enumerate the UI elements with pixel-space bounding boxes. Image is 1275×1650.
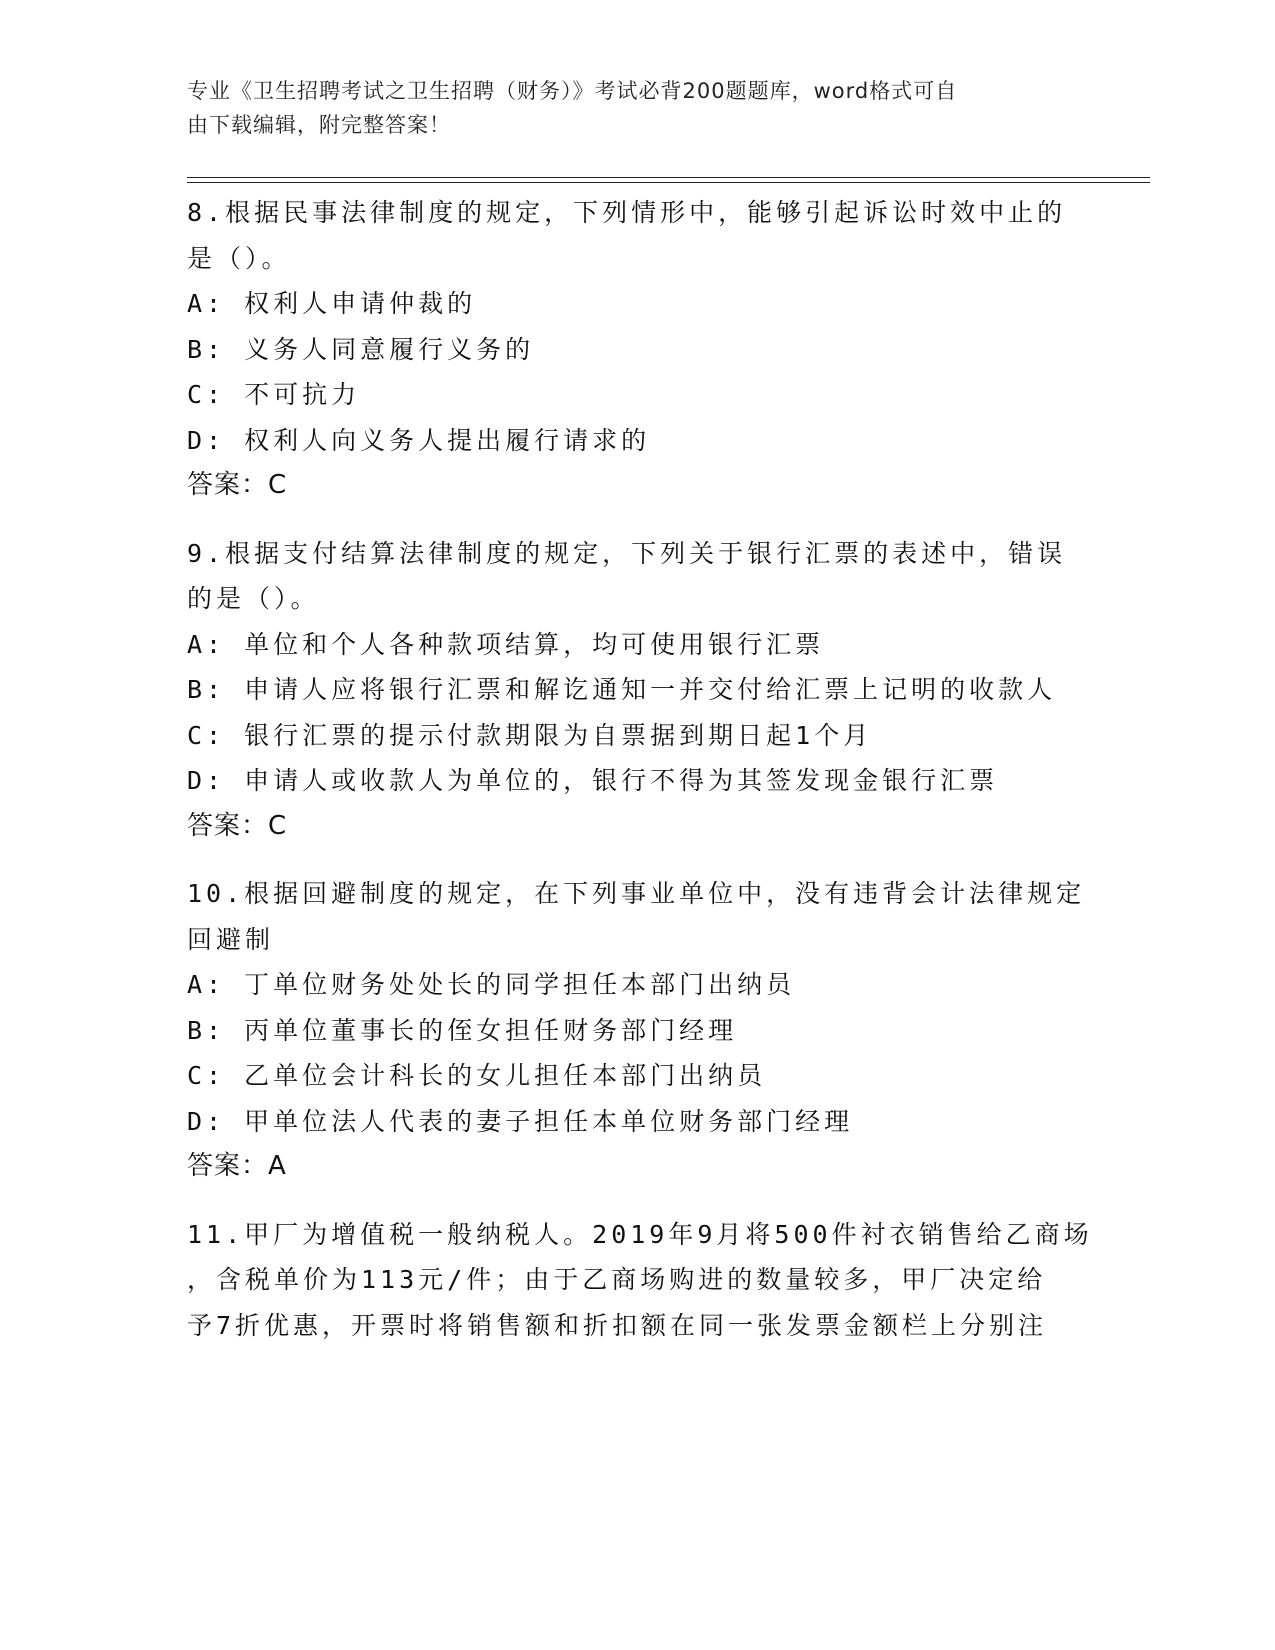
header-line-2: 由下载编辑，附完整答案！ [187, 113, 451, 137]
question-text-line: 8.根据民事法律制度的规定，下列情形中，能够引起诉讼时效中止的 [187, 198, 1067, 227]
option-d: D: 权利人向义务人提出履行请求的 [187, 425, 651, 455]
question-10 [187, 871, 1087, 1190]
option-c: C: 银行汇票的提示付款期限为自票据到期日起1个月 [187, 720, 873, 750]
option-c: C: 乙单位会计科长的女儿担任本部门出纳员 [187, 1061, 767, 1090]
question-text-line: 11.甲厂为增值税一般纳税人。2019年9月将500件衬衣销售给乙商场 [187, 1219, 1093, 1249]
option-d: D: 申请人或收款人为单位的，银行不得为其签发现金银行汇票 [187, 766, 999, 795]
option-d: D: 甲单位法人代表的妻子担任本单位财务部门经理 [187, 1106, 854, 1136]
option-b: B: 申请人应将银行汇票和解讫通知一并交付给汇票上记明的收款人 [187, 675, 1057, 704]
question-9 [187, 531, 1087, 850]
answer-text: 答案：C [187, 810, 288, 841]
question-text-line: 的是（）。 [187, 584, 320, 613]
document-header [187, 74, 1087, 142]
question-text-line: 是（）。 [187, 243, 291, 273]
option-a: A: 丁单位财务处处长的同学担任本部门出纳员 [187, 970, 796, 999]
question-text-line: 9.根据支付结算法律制度的规定，下列关于银行汇票的表述中，错误 [187, 538, 1067, 568]
answer-text: 答案：C [187, 470, 288, 500]
header-line-1: 专业《卫生招聘考试之卫生招聘（财务）》考试必背200题题库，word格式可自 [187, 79, 958, 103]
question-list [187, 190, 1093, 1370]
option-b: B: 丙单位董事长的侄女担任财务部门经理 [187, 1015, 738, 1045]
question-text-line: 10.根据回避制度的规定，在下列事业单位中，没有违背会计法律规定 [187, 879, 1086, 908]
option-a: A: 单位和个人各种款项结算，均可使用银行汇票 [187, 629, 825, 659]
question-text-line: 予7折优惠，开票时将销售额和折扣额在同一张发票金额栏上分别注 [187, 1310, 1048, 1340]
question-text-line: ，含税单价为113元/件；由于乙商场购进的数量较多，甲厂决定给 [187, 1265, 1047, 1294]
question-text-line: 回避制 [187, 924, 275, 954]
header-rule-top [187, 177, 1150, 178]
option-c: C: 不可抗力 [187, 380, 361, 409]
header-rule-bottom [187, 182, 1150, 183]
question-8 [187, 190, 1087, 509]
option-a: A: 权利人申请仲裁的 [187, 289, 477, 318]
question-11 [187, 1212, 1093, 1349]
option-b: B: 义务人同意履行义务的 [187, 334, 535, 364]
answer-text: 答案：A [187, 1151, 287, 1181]
